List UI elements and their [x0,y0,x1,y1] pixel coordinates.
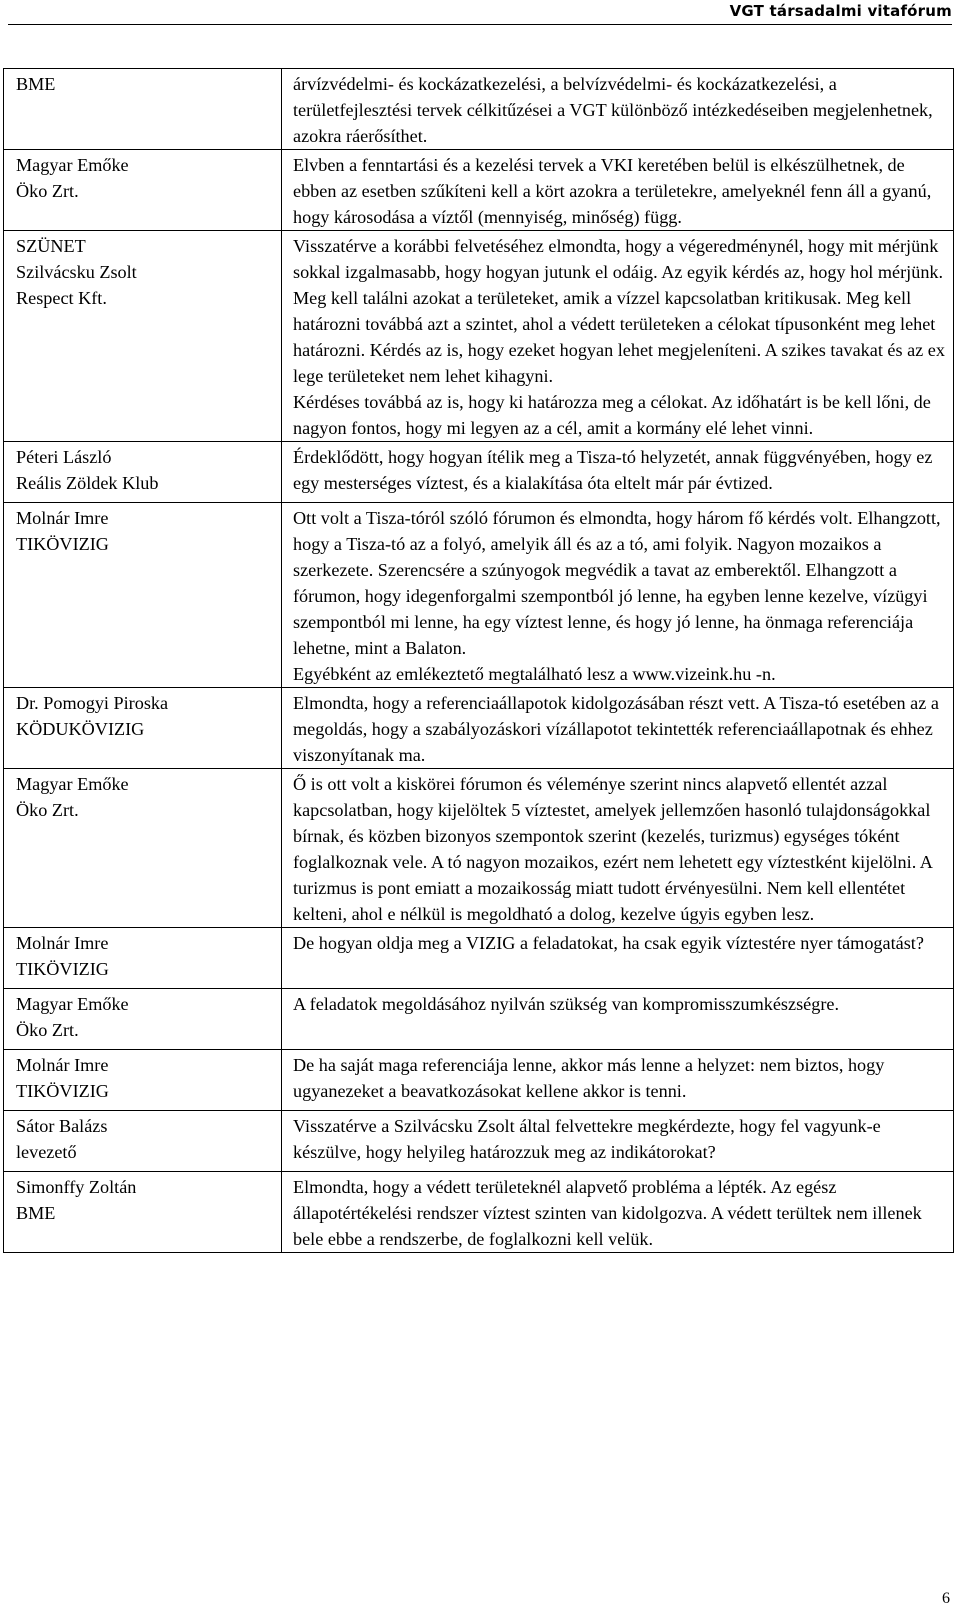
header-rule [8,24,952,25]
statement-cell [282,1172,954,1253]
minutes-row [4,769,954,928]
speaker-cell [4,1172,282,1253]
minutes-row [4,1111,954,1172]
speaker [16,690,281,742]
statement-paragraph: Egyébként az emlékeztető megtalálható lesz a www.vizeink.hu -n. [293,664,776,684]
speaker-organization: Öko Zrt. [16,1020,79,1040]
minutes-table [3,68,954,1253]
statement-paragraph: Ott volt a Tisza-tóról szóló fórumon és elmondta, hogy három fő kérdés volt. Elhangzott, hogy a Tisza-tó az a folyó, amelyik áll és az a tó, ami folyik. Nagyon mozaikos a szerkezete. Szerencsére a szúnyogok megvédik a tavat az emberektől. Elhangzott a fórumon, hogy idegenforgalmi szempontból jó lenne, ha egyben lenne kezelve, vízügyi szempontból mi lenne, ha egy víztest lenne, és hogy jó lenne, ha önmaga referenciája lehetne, mint a Balaton. [293,508,941,658]
speaker [16,259,281,311]
statement-paragraph: De hogyan oldja meg a VIZIG a feladatokat, ha csak egyik víztestére nyer támogatást? [293,933,924,953]
speaker [16,505,281,557]
statement-paragraph: Visszatérve a korábbi felvetéséhez elmondta, hogy a végeredménynél, hogy mit mérjünk sokkal izgalmasabb, hogy hogyan jutunk el odáig. Az egyik kérdés az, hogy hol mérjünk. Meg kell találni azokat a területeket, amik a vízzel kapcsolatban kritikusak. Meg kell határozni továbbá azt a szintet, ahol a védett területeken a célokat típusonként meg lehet határozni. Kérdés az is, hogy ezeket hogyan lehet megjeleníteni. A szikes tavakat és az ex lege területeket nem lehet kihagyni. [293,236,945,386]
speaker-name: Molnár Imre [16,1055,109,1075]
minutes-row [4,442,954,503]
speaker-name: Molnár Imre [16,508,109,528]
speaker-organization: Reális Zöldek Klub [16,473,159,493]
speaker-name: Sátor Balázs [16,1116,108,1136]
minutes-row [4,989,954,1050]
minutes-row [4,150,954,231]
speaker-name: SZÜNET [16,236,86,256]
speaker-cell [4,150,282,231]
speaker-cell [4,928,282,989]
statement-cell [282,1111,954,1172]
statement-cell [282,688,954,769]
speaker-organization: Öko Zrt. [16,181,79,201]
statement-cell [282,769,954,928]
speaker [16,1174,281,1226]
statement-paragraph: árvízvédelmi- és kockázatkezelési, a belvízvédelmi- és kockázatkezelési, a területfejlesztési tervek célkitűzései a VGT különböző intézkedéseiben megjelenhetnek, azokra ráerősíthet. [293,74,933,146]
statement-paragraph: A feladatok megoldásához nyilván szükség van kompromisszumkészségre. [293,994,839,1014]
speaker-cell [4,503,282,688]
speaker-name: Magyar Emőke [16,155,129,175]
speaker-cell [4,1111,282,1172]
statement-cell [282,442,954,503]
speaker-cell [4,442,282,503]
speaker-organization: TIKÖVIZIG [16,534,109,554]
statement-paragraph: Érdeklődött, hogy hogyan ítélik meg a Tisza-tó helyzetét, annak függvényében, hogy ez egy mesterséges víztest, és a kialakítása óta eltelt már pár évtized. [293,447,933,493]
speaker-name: Simonffy Zoltán [16,1177,137,1197]
statement-cell [282,69,954,150]
speaker-name: Magyar Emőke [16,994,129,1014]
speaker-organization: levezető [16,1142,77,1162]
statement-paragraph: Visszatérve a Szilvácsku Zsolt által felvettekre megkérdezte, hogy fel vagyunk-e készülve, hogy helyileg határozzuk meg az indikátorokat? [293,1116,881,1162]
minutes-row [4,928,954,989]
speaker-organization: Respect Kft. [16,288,107,308]
speaker [16,930,281,982]
speaker-name: Dr. Pomogyi Piroska [16,693,169,713]
minutes-row [4,1050,954,1111]
speaker-cell [4,989,282,1050]
speaker [16,233,281,259]
speaker-cell [4,69,282,150]
speaker-name: Magyar Emőke [16,774,129,794]
minutes-row [4,231,954,442]
statement-paragraph: De ha saját maga referenciája lenne, akkor más lenne a helyzet: nem biztos, hogy ugyanezeket a beavatkozásokat kellene akkor is tenni. [293,1055,885,1101]
statement-paragraph: Elmondta, hogy a védett területeknél alapvető probléma a lépték. Az egész állapotértékelési rendszer víztest szinten van kidolgozva. A védett terültek nem illenek bele ebbe a rendszerbe, de foglalkozni kell velük. [293,1177,922,1249]
speaker [16,152,281,204]
speaker-organization: BME [16,1203,56,1223]
statement-cell [282,928,954,989]
statement-paragraph: Kérdéses továbbá az is, hogy ki határozza meg a célokat. Az időhatárt is be kell lőni, de nagyon fontos, hogy mi legyen az a cél, amit a kormány elé lehet vinni. [293,392,931,438]
speaker [16,1052,281,1104]
statement-cell [282,1050,954,1111]
statement-paragraph: Elmondta, hogy a referenciaállapotok kidolgozásában részt vett. A Tisza-tó esetében az a megoldás, hogy a szabályozáskori vízállapotot tekintették referenciaállapotnak és ehhez viszonyítanak ma. [293,693,939,765]
minutes-body [4,69,954,1253]
speaker [16,444,281,496]
speaker-organization: TIKÖVIZIG [16,959,109,979]
minutes-row [4,1172,954,1253]
speaker-cell [4,231,282,442]
speaker-name: BME [16,74,56,94]
speaker-cell [4,769,282,928]
speaker [16,991,281,1043]
speaker-name: Molnár Imre [16,933,109,953]
speaker-cell [4,688,282,769]
statement-cell [282,150,954,231]
speaker [16,771,281,823]
speaker [16,71,281,97]
statement-cell [282,503,954,688]
minutes-row [4,688,954,769]
speaker [16,1113,281,1165]
minutes-row [4,503,954,688]
page-number: 6 [942,1590,950,1607]
speaker-organization: TIKÖVIZIG [16,1081,109,1101]
speaker-organization: Öko Zrt. [16,800,79,820]
speaker-organization: KÖDUKÖVIZIG [16,719,145,739]
statement-paragraph: Elvben a fenntartási és a kezelési tervek a VKI keretében belül is elkészülhetnek, de ebben az esetben szűkíteni kell a kört azokra a területekre, amelyeknél fenn áll a gyanú, hogy károsodása a víztől (mennyiség, minőség) függ. [293,155,932,227]
statement-paragraph: Ő is ott volt a kiskörei fórumon és véleménye szerint nincs alapvető ellentét azzal kapcsolatban, hogy kijelöltek 5 víztestet, amelyek jellemzően hasonló tulajdonságokkal bírnak, és közben bizonyos szempontok szerint (kezelés, turizmus) egységes tóként foglalkoznak vele. A tó nagyon mozaikos, ezért nem lehetett egy víztestként kijelölni. A turizmus is pont emiatt a mozaikosság miatt tudott érvényesülni. Nem kell ellentétet kelteni, ahol e nélkül is megoldható a dolog, kezelve úgyis egyben lesz. [293,774,932,924]
speaker-name: Péteri László [16,447,112,467]
minutes-row [4,69,954,150]
statement-cell [282,231,954,442]
speaker-cell [4,1050,282,1111]
header-title: VGT társadalmi vitafórum [729,2,952,20]
statement-cell [282,989,954,1050]
speaker-name: Szilvácsku Zsolt [16,262,137,282]
